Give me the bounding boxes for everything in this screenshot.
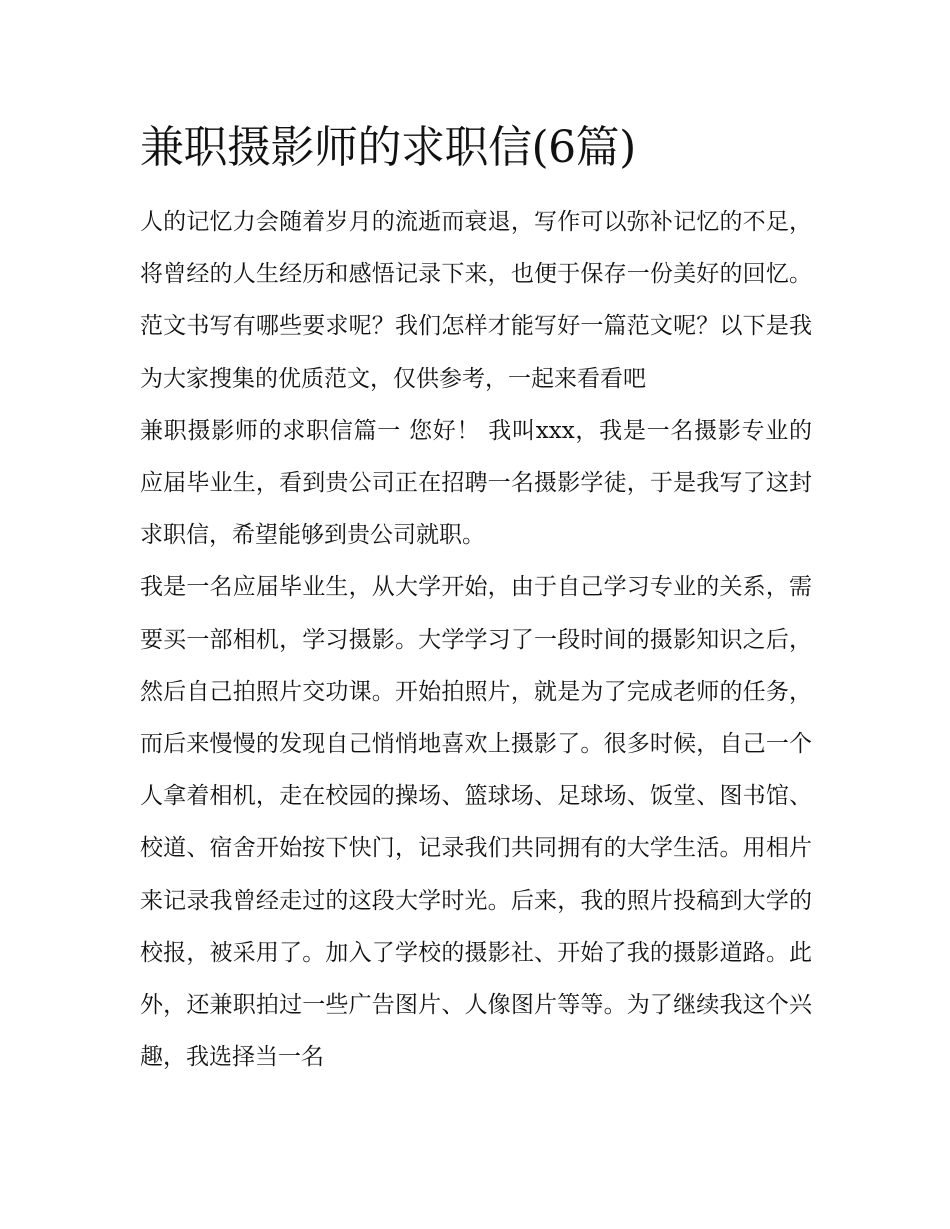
intro-paragraph: 人的记忆力会随着岁月的流逝而衰退，写作可以弥补记忆的不足，将曾经的人生经历和感悟记录下来，也便于保存一份美好的回忆。范文书写有哪些要求呢？我们怎样才能写好一篇范文呢？以下是我为大家搜集的优质范文，仅供参考，一起来看看吧	[140, 209, 812, 392]
document-body	[140, 112, 812, 1083]
letter-opening-paragraph: 兼职摄影师的求职信篇一 您好！ 我叫xxx，我是一名摄影专业的应届毕业生，看到贵公司正在招聘一名摄影学徒，于是我写了这封求职信，希望能够到贵公司就职。	[140, 417, 812, 549]
document-title: 兼职摄影师的求职信(6篇)	[140, 122, 636, 173]
letter-body-paragraph: 我是一名应届毕业生，从大学开始，由于自己学习专业的关系，需要买一部相机，学习摄影。大学学习了一段时间的摄影知识之后，然后自己拍照片交功课。开始拍照片，就是为了完成老师的任务，而后来慢慢的发现自己悄悄地喜欢上摄影了。很多时候，自己一个人拿着相机，走在校园的操场、篮球场、足球场、饭堂、图书馆、校道、宿舍开始按下快门，记录我们共同拥有的大学生活。用相片来记录我曾经走过的这段大学时光。后来，我的照片投稿到大学的校报，被采用了。加入了学校的摄影社、开始了我的摄影道路。此外，还兼职拍过一些广告图片、人像图片等等。为了继续我这个兴趣，我选择当一名	[140, 574, 812, 1071]
